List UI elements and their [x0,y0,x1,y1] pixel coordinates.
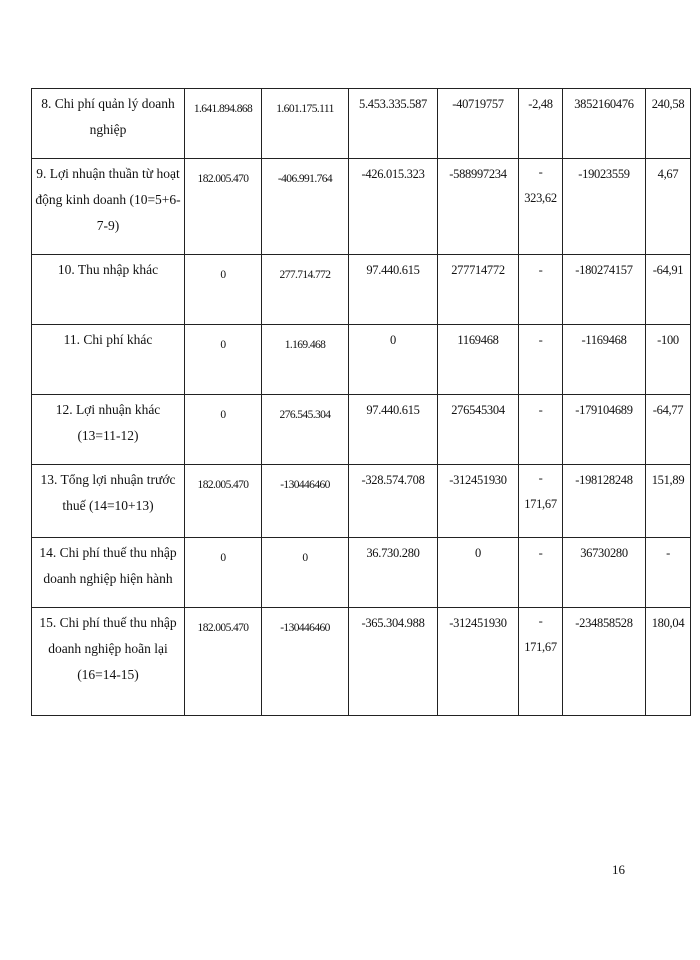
cell-col-4: 276545304 [438,395,519,465]
cell-col-2: 276.545.304 [262,395,349,465]
cell-col-2: 1.601.175.111 [262,89,349,159]
cell-col-7: 4,67 [646,159,691,255]
cell-col-5 [519,159,563,255]
cell-col-6: 36730280 [563,538,646,608]
cell-col-7: 240,58 [646,89,691,159]
cell-col-5: - [519,325,563,395]
cell-col-1: 0 [185,255,262,325]
cell-col-5-sign: - [538,471,543,485]
cell-col-3: -365.304.988 [349,608,438,716]
cell-col-4: 1169468 [438,325,519,395]
row-label: 14. Chi phí thuế thu nhập doanh nghiệp hiện hành [32,538,185,608]
cell-col-5-sign: - [538,165,543,179]
cell-col-3: 97.440.615 [349,395,438,465]
cell-col-4: 0 [438,538,519,608]
row-label: 12. Lợi nhuận khác (13=11-12) [32,395,185,465]
cell-col-3: -426.015.323 [349,159,438,255]
page-number: 16 [612,862,625,877]
cell-col-6: -234858528 [563,608,646,716]
table-row [32,465,691,538]
cell-col-7: -100 [646,325,691,395]
cell-col-5 [519,465,563,538]
cell-col-5: - [519,255,563,325]
cell-col-2: -130446460 [262,465,349,538]
cell-col-7: - [646,538,691,608]
cell-col-6: -1169468 [563,325,646,395]
table-row [32,538,691,608]
cell-col-5 [519,608,563,716]
cell-col-2: 0 [262,538,349,608]
cell-col-3: 5.453.335.587 [349,89,438,159]
cell-col-2: -406.991.764 [262,159,349,255]
row-label: 10. Thu nhập khác [32,255,185,325]
table-row [32,608,691,716]
cell-col-7: -64,77 [646,395,691,465]
row-label: 13. Tổng lợi nhuận trước thuế (14=10+13) [32,465,185,538]
cell-col-1: 0 [185,395,262,465]
cell-col-1: 182.005.470 [185,159,262,255]
row-label: 15. Chi phí thuế thu nhập doanh nghiệp hoãn lại (16=14-15) [32,608,185,716]
cell-col-5: -2,48 [519,89,563,159]
cell-col-6: -198128248 [563,465,646,538]
row-label: 8. Chi phí quản lý doanh nghiệp [32,89,185,159]
cell-col-1: 182.005.470 [185,608,262,716]
cell-col-1: 0 [185,538,262,608]
cell-col-5-value: 171,67 [524,497,557,511]
cell-col-5: - [519,538,563,608]
table-row [32,159,691,255]
cell-col-2: 1.169.468 [262,325,349,395]
cell-col-6: 3852160476 [563,89,646,159]
cell-col-4: 277714772 [438,255,519,325]
cell-col-7: 151,89 [646,465,691,538]
cell-col-4: -588997234 [438,159,519,255]
cell-col-3: -328.574.708 [349,465,438,538]
row-label: 9. Lợi nhuận thuần từ hoạt động kinh doanh (10=5+6-7-9) [32,159,185,255]
cell-col-6: -19023559 [563,159,646,255]
cell-col-5-sign: - [538,614,543,628]
cell-col-6: -180274157 [563,255,646,325]
table-row [32,325,691,395]
cell-col-2: 277.714.772 [262,255,349,325]
cell-col-4: -40719757 [438,89,519,159]
cell-col-1: 182.005.470 [185,465,262,538]
cell-col-4: -312451930 [438,465,519,538]
table-row [32,255,691,325]
cell-col-3: 97.440.615 [349,255,438,325]
cell-col-5-value: 323,62 [524,191,557,205]
cell-col-3: 0 [349,325,438,395]
cell-col-3: 36.730.280 [349,538,438,608]
cell-col-2: -130446460 [262,608,349,716]
row-label: 11. Chi phí khác [32,325,185,395]
cell-col-1: 1.641.894.868 [185,89,262,159]
table-row [32,395,691,465]
cell-col-7: 180,04 [646,608,691,716]
table-row [32,89,691,159]
cell-col-5: - [519,395,563,465]
cell-col-4: -312451930 [438,608,519,716]
financial-table [31,88,691,716]
cell-col-6: -179104689 [563,395,646,465]
cell-col-5-value: 171,67 [524,640,557,654]
cell-col-1: 0 [185,325,262,395]
cell-col-7: -64,91 [646,255,691,325]
